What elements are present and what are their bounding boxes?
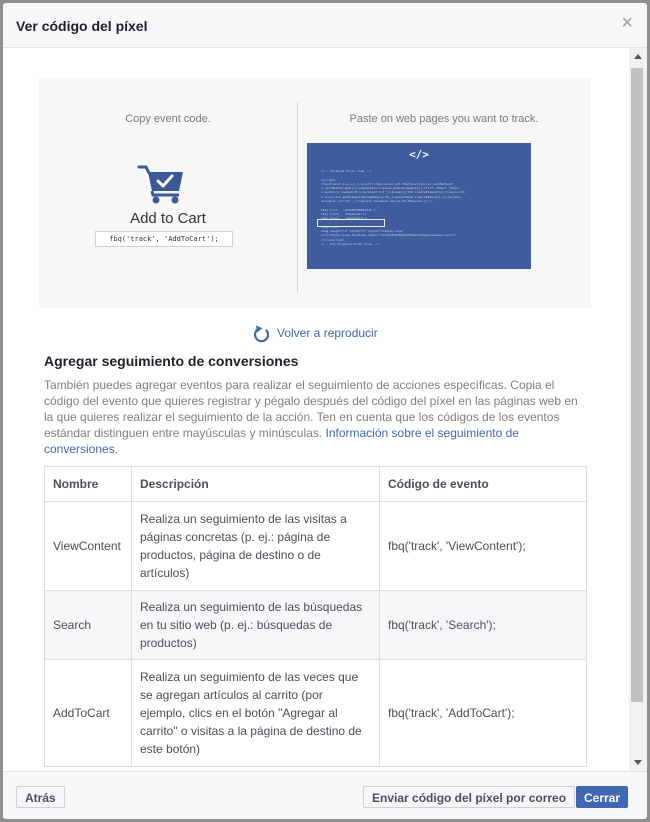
code-brackets-icon: </>: [409, 148, 429, 161]
dialog-title: Ver código del píxel: [16, 18, 148, 34]
event-name: AddToCart: [45, 660, 132, 767]
shopping-cart-icon: [137, 163, 185, 205]
event-description: Realiza un seguimiento de las veces que se agregan artículos al carrito (por ejemplo, clics en el botón "Agregar al carrito" o visitas a la página de destino de este botón): [132, 660, 380, 767]
dialog-footer: [3, 771, 647, 819]
scroll-down-arrow-icon[interactable]: [634, 760, 642, 765]
close-button[interactable]: Cerrar: [576, 786, 628, 808]
section-description: [44, 377, 584, 457]
table-row: [45, 660, 587, 767]
paste-label: Paste on web pages you want to track.: [349, 113, 539, 125]
event-code: fbq('track', 'AddToCart');: [380, 660, 587, 767]
tutorial-illustration: [39, 78, 591, 308]
back-button[interactable]: Atrás: [16, 786, 65, 808]
vertical-scrollbar[interactable]: [629, 48, 647, 771]
column-header-description: Descripción: [132, 467, 380, 502]
replay-icon: [253, 324, 271, 344]
events-table: [44, 466, 587, 767]
table-row: [45, 502, 587, 591]
table-header-row: [45, 467, 587, 502]
replay-label[interactable]: Volver a reproducir: [277, 326, 378, 340]
section-title: Agregar seguimiento de conversiones: [44, 353, 299, 369]
conversion-tracking-link[interactable]: Información sobre el seguimiento de conversiones: [44, 426, 519, 456]
add-to-cart-label: Add to Cart: [130, 210, 206, 227]
event-description: Realiza un seguimiento de las búsquedas en tu sitio web (p. ej.: búsquedas de productos): [132, 591, 380, 660]
scrollbar-thumb[interactable]: [631, 68, 643, 702]
event-code: fbq('track', 'Search');: [380, 591, 587, 660]
illustration-divider: [297, 102, 298, 292]
copy-event-label: Copy event code.: [125, 113, 211, 125]
description-text: También puedes agregar eventos para realizar el seguimiento de acciones específicas. Copia el código del evento que quieres registrar y pégalo después del código del píxel en las páginas web en la que quieres realizar el seguimiento de la acción. Ten en cuenta que los códigos de los eventos estándar distinguen entre mayúsculas y minúsculas.: [44, 378, 578, 440]
event-name: ViewContent: [45, 502, 132, 591]
close-icon[interactable]: ×: [621, 12, 633, 34]
event-name: Search: [45, 591, 132, 660]
email-pixel-code-button[interactable]: Enviar código del píxel por correo: [363, 786, 575, 808]
column-header-name: Nombre: [45, 467, 132, 502]
scroll-up-arrow-icon[interactable]: [634, 54, 642, 59]
event-code: fbq('track', 'ViewContent');: [380, 502, 587, 591]
event-description: Realiza un seguimiento de las visitas a páginas concretas (p. ej.: página de productos, página de destino o de artículos): [132, 502, 380, 591]
event-code-snippet: fbq('track', 'AddToCart');: [95, 231, 233, 247]
description-suffix: .: [114, 442, 119, 456]
pixel-code-lines: <!-- Facebook Pixel Code --> <script> !function(f,b,e,v,n,t,s){if(f.fbq)return;n=f.fbq=function(){n.callMethod? n.callMethod.apply(n,arguments):n.queue.push(arguments)};if(!f._fbq)f._fbq=n; n.push=n;n.loaded=!0;n.version='2.0';n.queue=[];t=b.createElement(e);t.async=!0; t.src=v;s=b.getElementsByTagName(e)[0];s.parentNode.insertBefore(t,s)}(window, document,'script','//connect.facebook.net/en_US/fbevents.js'); fbq('init', '123456789012345'); fbq('track', 'PageView'); fbq('track', 'AddToCart'); <noscript> <img height="1" width="1" style="display:none" src="https://www.facebook.com/tr?id=123456789012345&ev=PageView&noscript=1" /></noscript> <!-- End Facebook Pixel Code -->: [321, 169, 466, 247]
pixel-code-dialog: [3, 3, 647, 819]
column-header-event-code: Código de evento: [380, 467, 587, 502]
dialog-header: [3, 3, 647, 48]
table-row: [45, 591, 587, 660]
dialog-body[interactable]: [3, 48, 629, 771]
code-screen: [307, 143, 531, 269]
code-highlight: [317, 219, 385, 227]
